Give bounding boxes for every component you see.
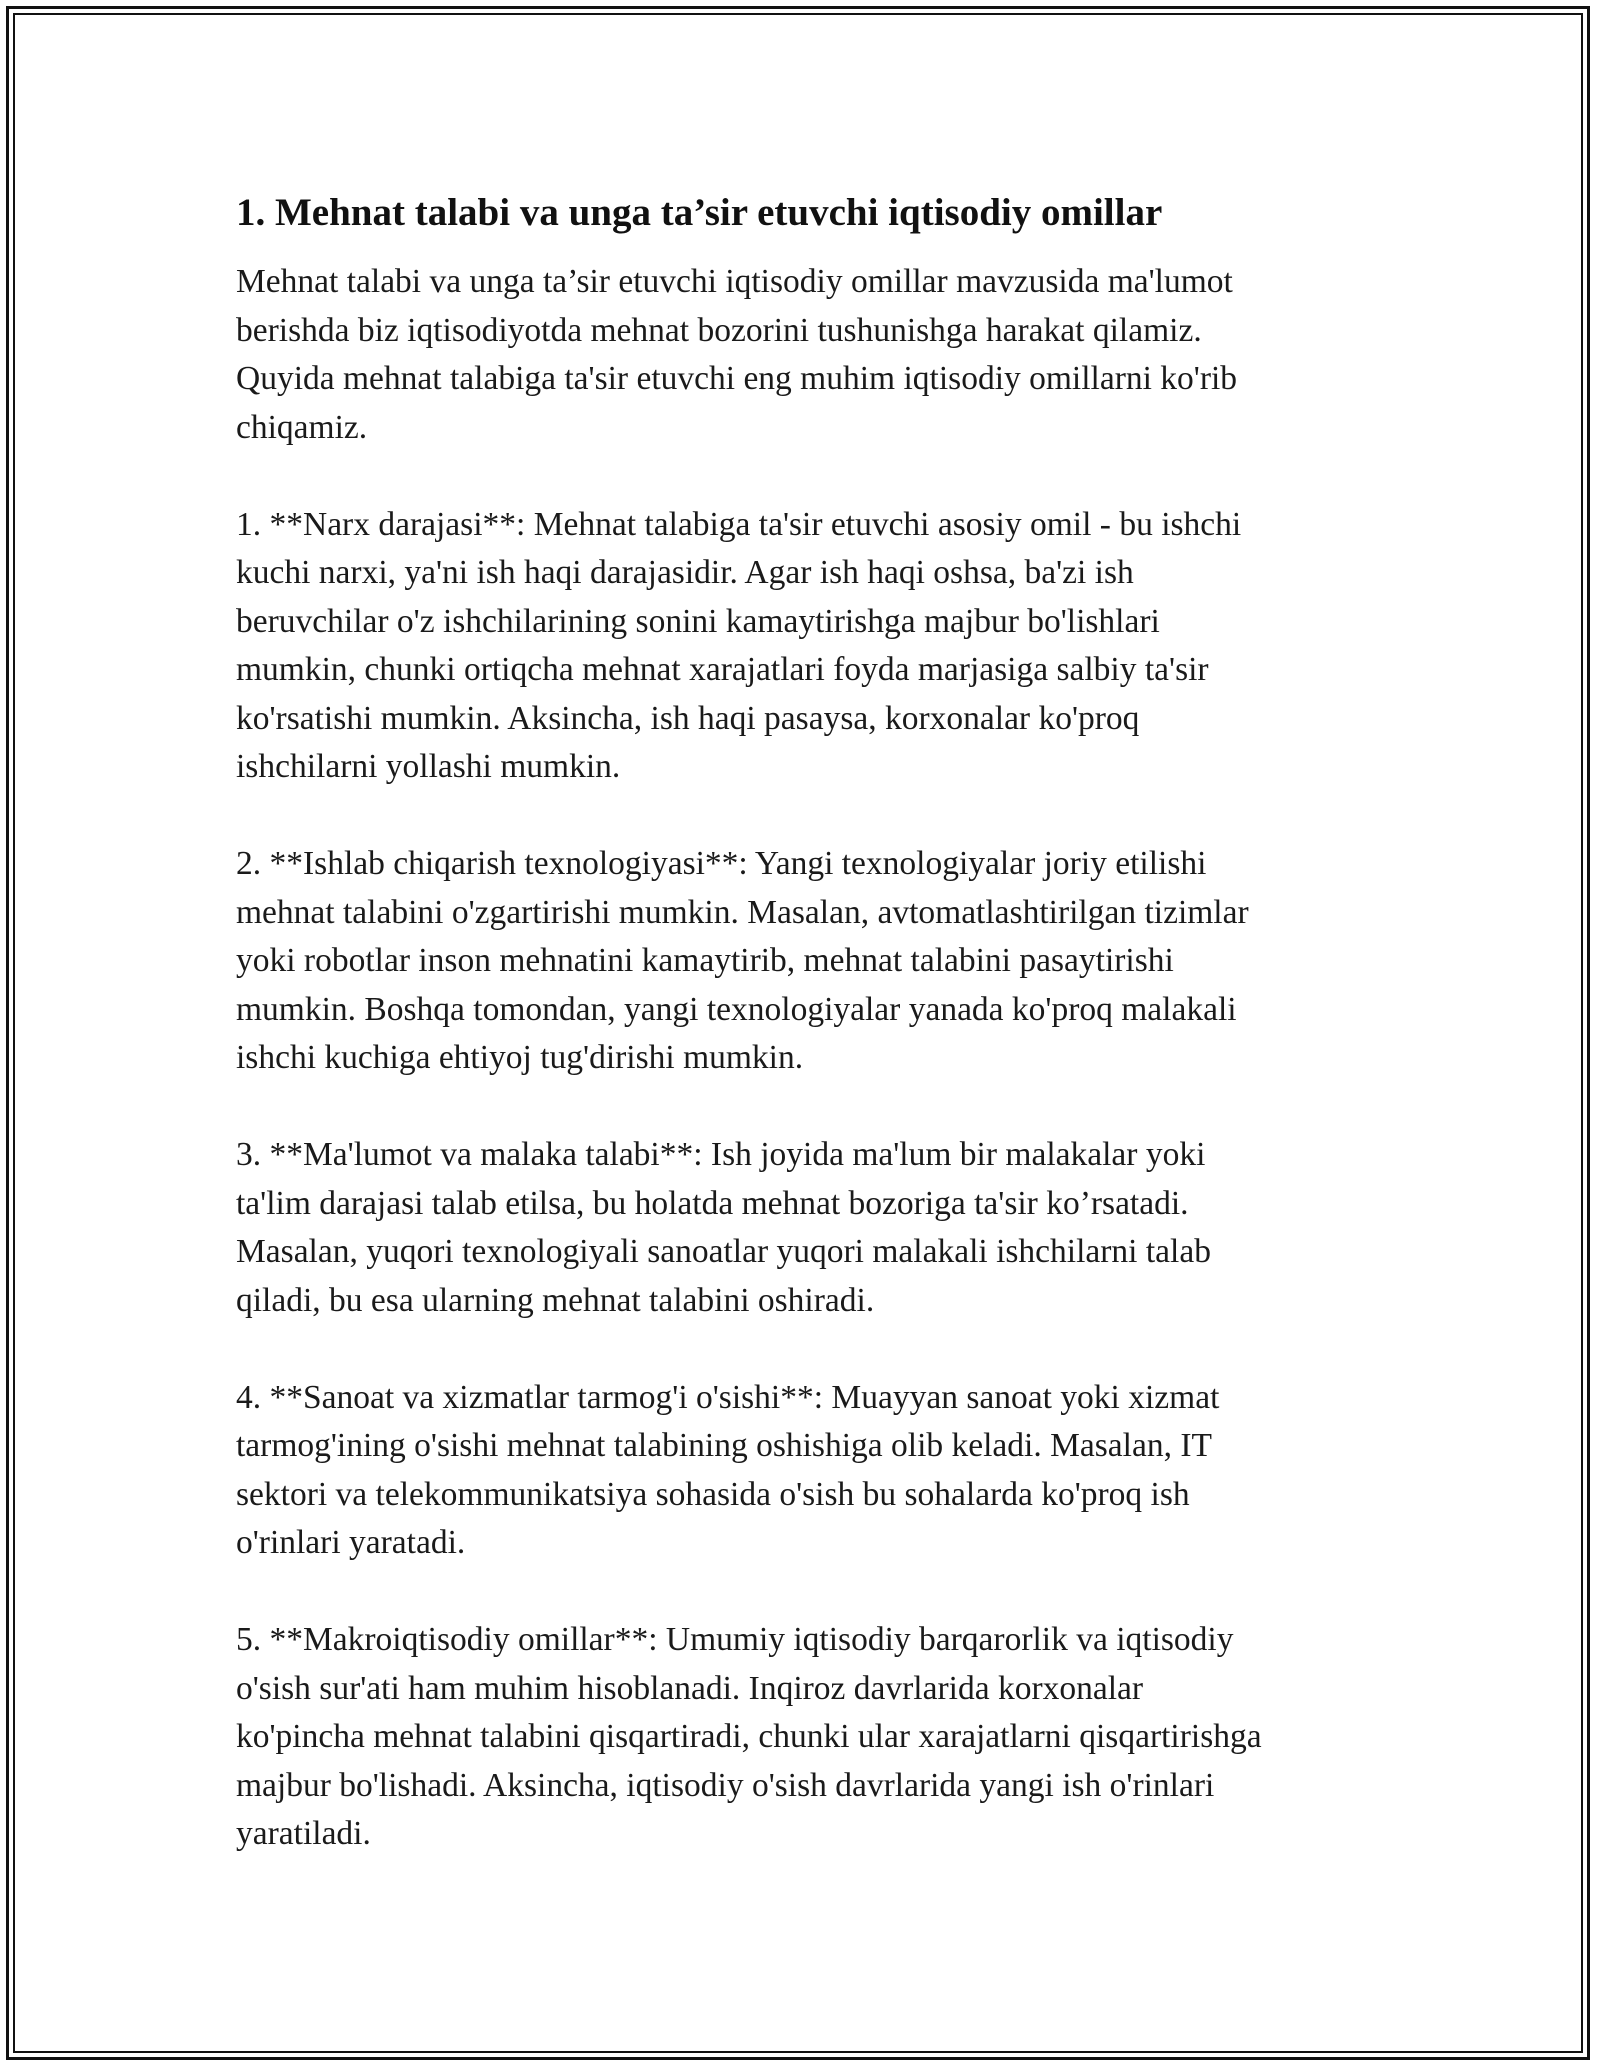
paragraph-line: o'rinlari yaratadi. <box>236 1524 466 1561</box>
paragraph-line: mehnat talabini o'zgartirishi mumkin. Masalan, avtomatlashtirilgan tizimlar <box>236 893 1249 931</box>
paragraph-line: berishda biz iqtisodiyotda mehnat bozorini tushunishga harakat qilamiz. <box>236 311 1202 349</box>
paragraph-line: yaratiladi. <box>236 1815 371 1852</box>
paragraph-line: beruvchilar o'z ishchilarining sonini kamaytirishga majbur bo'lishlari <box>236 602 1160 640</box>
paragraph-line: ishchi kuchiga ehtiyoj tug'dirishi mumkin. <box>236 1039 804 1076</box>
paragraph-line: majbur bo'lishadi. Aksincha, iqtisodiy o'sish davrlarida yangi ish o'rinlari <box>236 1766 1215 1804</box>
document-body <box>236 186 1366 1907</box>
paragraph-line: Masalan, yuqori texnologiyali sanoatlar yuqori malakali ishchilarni talab <box>236 1233 1211 1270</box>
paragraph <box>236 258 1366 452</box>
paragraph-line: kuchi narxi, ya'ni ish haqi darajasidir. Agar ish haqi oshsa, ba'zi ish <box>236 554 1134 591</box>
paragraph-line: yoki robotlar inson mehnatini kamaytirib, mehnat talabini pasaytirishi <box>236 942 1174 979</box>
paragraph-line: sektori va telekommunikatsiya sohasida o'sish bu sohalarda ko'proq ish <box>236 1475 1190 1513</box>
paragraph-line: Mehnat talabi va unga ta’sir etuvchi iqtisodiy omillar mavzusida ma'lumot <box>236 263 1233 300</box>
paragraph <box>236 1374 1366 1568</box>
paragraph-line: tarmog'ining o'sishi mehnat talabining oshishiga olib keladi. Masalan, IT <box>236 1427 1212 1464</box>
paragraph-line: mumkin, chunki ortiqcha mehnat xarajatlari foyda marjasiga salbiy ta'sir <box>236 651 1209 688</box>
paragraph-line: qiladi, bu esa ularning mehnat talabini oshiradi. <box>236 1281 875 1319</box>
paragraph-line: 1. **Narx darajasi**: Mehnat talabiga ta'sir etuvchi asosiy omil - bu ishchi <box>236 505 1242 543</box>
paragraph <box>236 501 1366 792</box>
paragraph-line: ko'pincha mehnat talabini qisqartiradi, chunki ular xarajatlarni qisqartirishga <box>236 1718 1262 1755</box>
paragraph-list <box>236 258 1366 1859</box>
paragraph <box>236 840 1366 1083</box>
paragraph-line: chiqamiz. <box>236 408 368 446</box>
paragraph <box>236 1131 1366 1325</box>
paragraph-line: ta'lim darajasi talab etilsa, bu holatda mehnat bozoriga ta'sir ko’rsatadi. <box>236 1184 1189 1222</box>
paragraph-line: 4. **Sanoat va xizmatlar tarmog'i o'sishi**: Muayyan sanoat yoki xizmat <box>236 1378 1220 1416</box>
paragraph-line: ishchilarni yollashi mumkin. <box>236 748 621 785</box>
paragraph-line: 2. **Ishlab chiqarish texnologiyasi**: Yangi texnologiyalar joriy etilishi <box>236 845 1207 882</box>
paragraph-line: Quyida mehnat talabiga ta'sir etuvchi eng muhim iqtisodiy omillarni ko'rib <box>236 360 1238 397</box>
paragraph-line: 5. **Makroiqtisodiy omillar**: Umumiy iqtisodiy barqarorlik va iqtisodiy <box>236 1621 1234 1658</box>
paragraph-line: ko'rsatishi mumkin. Aksincha, ish haqi pasaysa, korxonalar ko'proq <box>236 699 1140 737</box>
document-title: 1. Mehnat talabi va unga ta’sir etuvchi iqtisodiy omillar <box>236 191 1163 234</box>
paragraph-line: o'sish sur'ati ham muhim hisoblanadi. Inqiroz davrlarida korxonalar <box>236 1669 1144 1707</box>
paragraph <box>236 1616 1366 1859</box>
paragraph-line: mumkin. Boshqa tomondan, yangi texnologiyalar yanada ko'proq malakali <box>236 990 1237 1028</box>
paragraph-line: 3. **Ma'lumot va malaka talabi**: Ish joyida ma'lum bir malakalar yoki <box>236 1136 1206 1173</box>
